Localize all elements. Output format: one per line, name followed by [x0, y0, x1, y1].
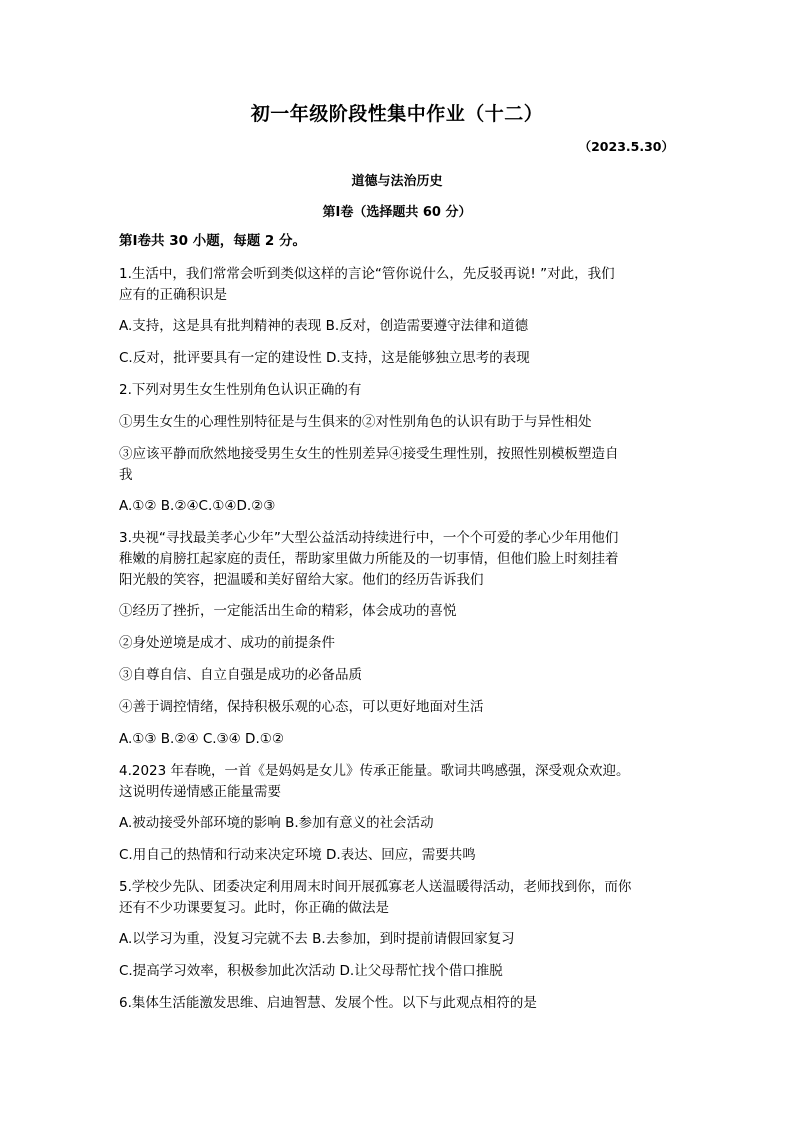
subject-heading: 道德与法治历史 — [351, 174, 443, 189]
question-5-options-line-1: A.以学习为重，没复习完就不去 B.去参加，到时提前请假回家复习 — [119, 931, 515, 947]
question-3-options: A.①③ B.②④ C.③④ D.①② — [119, 731, 284, 747]
page-title: 初一年级阶段性集中作业（十二） — [250, 103, 544, 125]
question-2-items-line-3: 我 — [119, 467, 133, 483]
question-3-stem-line-2: 稚嫩的肩膀扛起家庭的责任，帮助家里做力所能及的一切事情，但他们脸上时刻挂着 — [119, 551, 619, 567]
question-4-stem-line-1: 4.2023 年春晚，一首《是妈妈是女儿》传承正能量。歌词共鸣感强，深受观众欢迎。 — [119, 763, 630, 779]
question-2-stem: 2.下列对男生女生性别角色认识正确的有 — [119, 382, 362, 398]
question-2-items-line-2: ③应该平静而欣然地接受男生女生的性别差异④接受生理性别，按照性别模板塑造自 — [119, 446, 619, 462]
question-3-item-1: ①经历了挫折，一定能活出生命的精彩，体会成功的喜悦 — [119, 603, 457, 619]
question-3-stem-line-3: 阳光般的笑容，把温暖和美好留给大家。他们的经历告诉我们 — [119, 572, 484, 588]
question-3-item-3: ③自尊自信、自立自强是成功的必备品质 — [119, 667, 362, 683]
question-1-stem-line-2: 应有的正确积识是 — [119, 287, 227, 303]
question-6-stem: 6.集体生活能激发思维、启迪智慧、发展个性。以下与此观点相符的是 — [119, 995, 537, 1011]
question-4-options-line-2: C.用自己的热情和行动来决定环境 D.表达、回应，需要共鸣 — [119, 847, 476, 863]
question-4-options-line-1: A.被动接受外部环境的影响 B.参加有意义的社会活动 — [119, 815, 434, 831]
question-2-options: A.①② B.②④C.①④D.②③ — [119, 498, 276, 514]
question-5-stem-line-1: 5.学校少先队、团委决定利用周末时间开展孤寡老人送温暖得活动，老师找到你，而你 — [119, 879, 632, 895]
section-instruction: 第Ⅰ卷共 30 小题，每题 2 分。 — [119, 233, 307, 249]
question-1-stem-line-1: 1.生活中，我们常常会听到类似这样的言论“管你说什么，先反驳再说! ”对此，我们 — [119, 266, 615, 282]
question-3-stem-line-1: 3.央视“寻找最美孝心少年”大型公益活动持续进行中，一个个可爱的孝心少年用他们 — [119, 530, 619, 546]
question-5-options-line-2: C.提高学习效率，积极参加此次活动 D.让父母帮忙找个借口推脱 — [119, 963, 503, 979]
exam-date: （2023.5.30） — [578, 139, 674, 154]
question-4-stem-line-2: 这说明传递情感正能量需要 — [119, 784, 281, 800]
question-1-options-line-1: A.支持，这是具有批判精神的表现 B.反对，创造需要遵守法律和道德 — [119, 318, 529, 334]
question-2-items-line-1: ①男生女生的心理性别特征是与生俱来的②对性别角色的认识有助于与异性相处 — [119, 414, 592, 430]
question-1-options-line-2: C.反对，批评要具有一定的建设性 D.支持，这是能够独立思考的表现 — [119, 350, 530, 366]
section-heading: 第Ⅰ卷（选择题共 60 分） — [322, 205, 472, 220]
question-5-stem-line-2: 还有不少功课要复习。此时，你正确的做法是 — [119, 900, 389, 916]
question-3-item-4: ④善于调控情绪，保持积极乐观的心态，可以更好地面对生活 — [119, 699, 484, 715]
question-3-item-2: ②身处逆境是成才、成功的前提条件 — [119, 635, 335, 651]
